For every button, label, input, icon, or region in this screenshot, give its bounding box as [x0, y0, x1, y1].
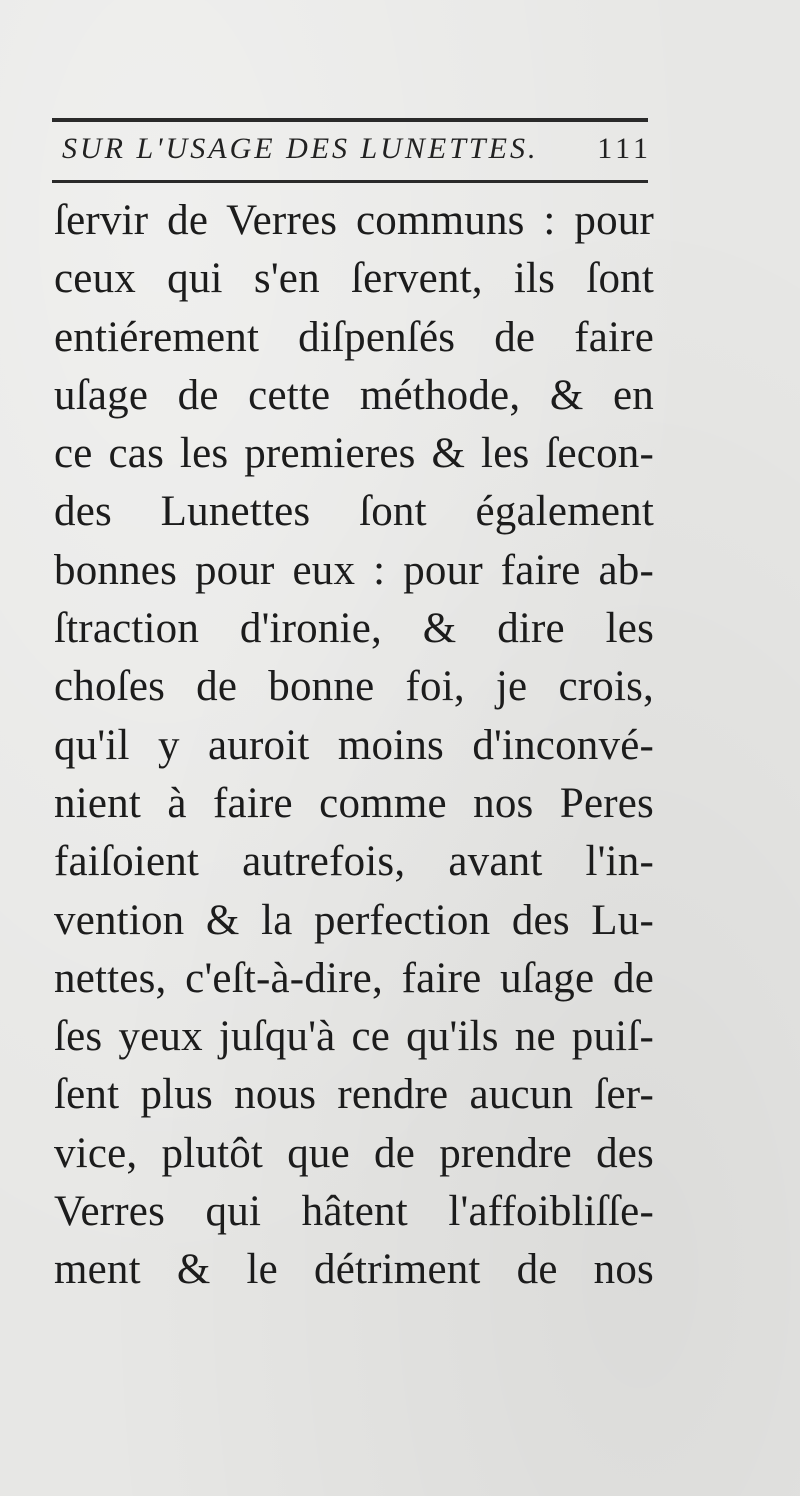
text-line: ſent plus nous rendre aucun ſer- — [54, 1071, 654, 1119]
body-text — [54, 192, 654, 1300]
text-line: uſage de cette méthode, & en — [54, 371, 654, 419]
text-line: ce cas les premieres & les ſecon- — [54, 430, 654, 478]
header-bottom-rule — [52, 180, 648, 183]
text-line: ſtraction d'ironie, & dire les — [54, 605, 654, 653]
text-line: ment & le détriment de nos — [54, 1246, 654, 1294]
text-line: Verres qui hâtent l'affoibliſſe- — [54, 1188, 654, 1236]
text-line: ſervir de Verres communs : pour — [54, 197, 654, 244]
text-line: faiſoient autrefois, avant l'in- — [54, 838, 654, 886]
text-line: ceux qui s'en ſervent, ils ſont — [54, 255, 654, 303]
running-head — [62, 132, 652, 172]
text-line: ſes yeux juſqu'à ce qu'ils ne puiſ- — [54, 1013, 654, 1061]
text-line: choſes de bonne foi, je crois, — [54, 663, 654, 711]
text-line: des Lunettes ſont également — [54, 488, 654, 536]
text-line: bonnes pour eux : pour faire ab- — [54, 546, 654, 594]
text-line: entiérement diſpenſés de faire — [54, 313, 654, 361]
text-line: qu'il y auroit moins d'inconvé- — [54, 721, 654, 769]
header-top-rule — [52, 118, 648, 122]
running-title: SUR L'USAGE DES LUNETTES. — [62, 132, 539, 165]
page-number: 111 — [597, 132, 652, 165]
text-line: vention & la perfection des Lu- — [54, 896, 654, 944]
text-line: vice, plutôt que de prendre des — [54, 1129, 654, 1177]
text-line: nettes, c'eſt-à-dire, faire uſage de — [54, 954, 654, 1002]
text-line: nient à faire comme nos Peres — [54, 779, 654, 827]
